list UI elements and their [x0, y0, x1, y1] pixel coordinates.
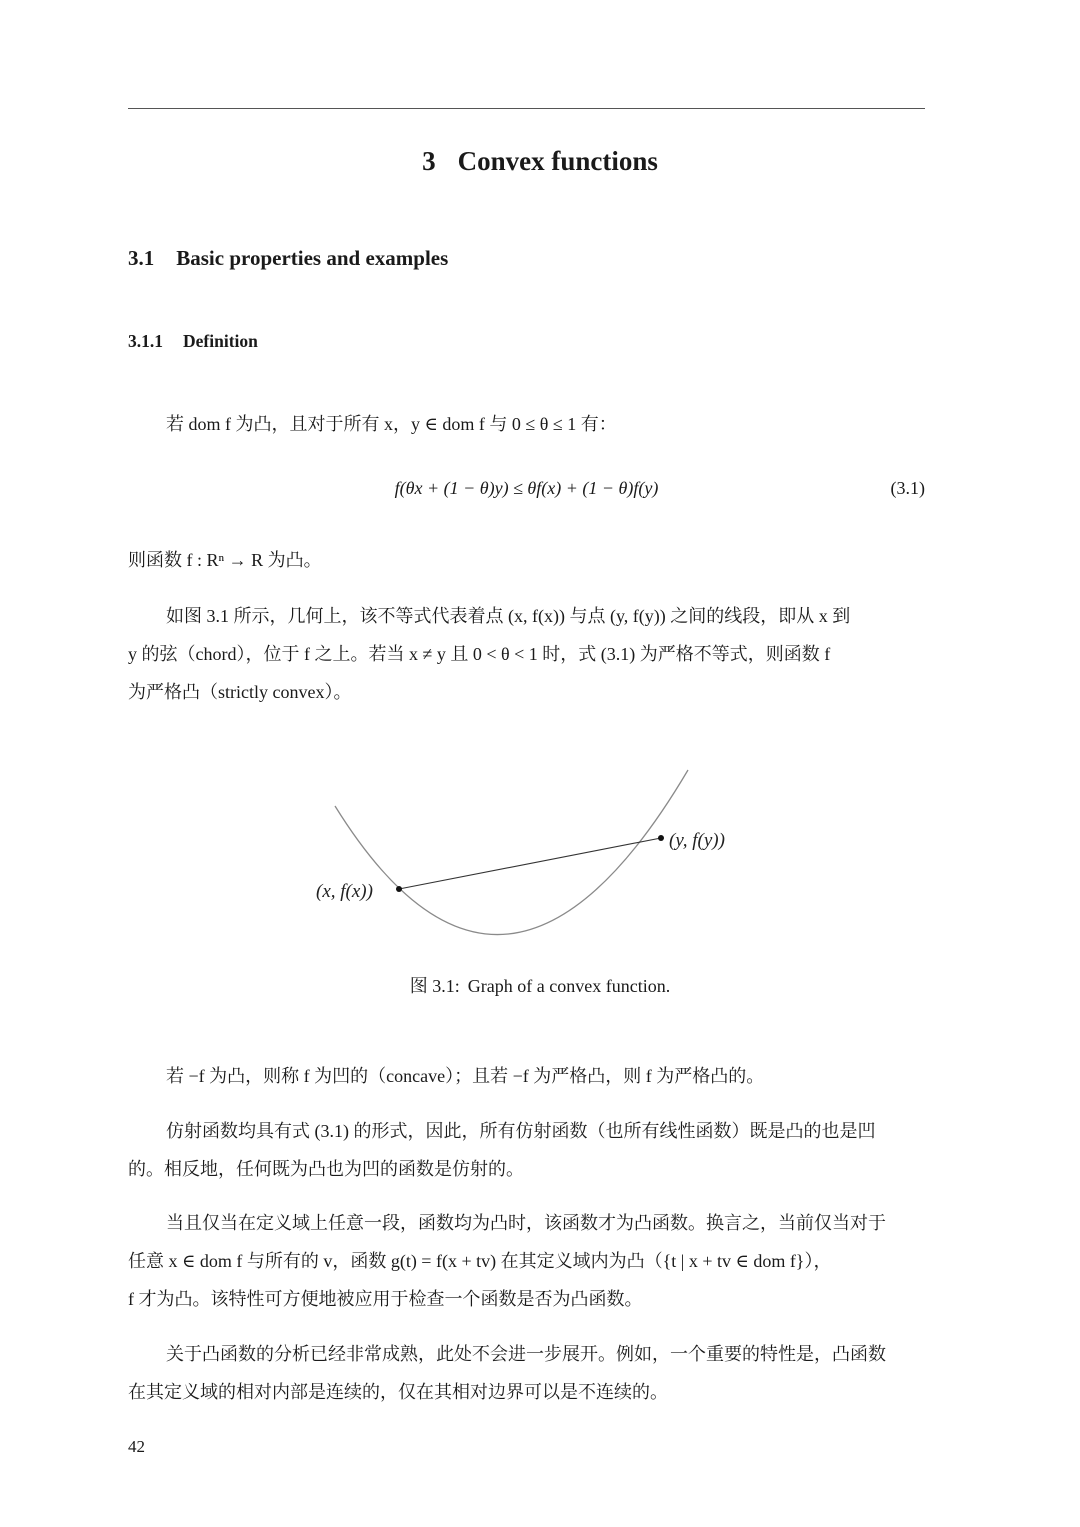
- subsection-title: Definition: [183, 331, 258, 351]
- convex-curve: [335, 770, 688, 935]
- caption-text: Graph of a convex function.: [467, 976, 671, 996]
- point-y: [658, 835, 664, 841]
- paragraph-line: 若 −f 为凸，则称 f 为凹的（concave）；且若 −f 为严格凸，则 f 为严格凸的。: [166, 1066, 765, 1086]
- paragraph-line: 任意 x ∈ dom f 与所有的 v，函数 g(t) = f(x + tv) 在其定义域内为凸（{t | x + tv ∈ dom f}），: [128, 1251, 832, 1271]
- paragraph-line: 则函数 f : Rⁿ → R 为凸。: [128, 550, 322, 570]
- paragraph-line: f 才为凸。该特性可方便地被应用于检查一个函数是否为凸函数。: [128, 1289, 643, 1309]
- subsection-number: 3.1.1: [128, 331, 163, 351]
- paragraph-line: 为严格凸（strictly convex）。: [128, 682, 352, 702]
- paragraph-line: 当且仅当在定义域上任意一段，函数均为凸时，该函数才为凸函数。换言之，当前仅当对于: [166, 1213, 886, 1233]
- chapter-title: Convex functions: [457, 146, 658, 176]
- paragraph-line: 如图 3.1 所示，几何上，该不等式代表着点 (x, f(x)) 与点 (y, f(y)) 之间的线段，即从 x 到: [166, 606, 851, 626]
- paragraph-line: 在其定义域的相对内部是连续的，仅在其相对边界可以是不连续的。: [128, 1382, 668, 1402]
- paragraph-line: 的。相反地，任何既为凸也为凹的函数是仿射的。: [128, 1159, 524, 1179]
- paragraph-line: 关于凸函数的分析已经非常成熟，此处不会进一步展开。例如，一个重要的特性是，凸函数: [166, 1344, 886, 1364]
- equation-tag: (3.1): [890, 478, 925, 498]
- paragraph-restriction: [128, 1204, 886, 1318]
- point-x: [396, 886, 402, 892]
- paragraph-affine: [128, 1112, 875, 1188]
- point-x-label: (x, f(x)): [316, 881, 373, 902]
- paragraph-line: 仿射函数均具有式 (3.1) 的形式，因此，所有仿射函数（也所有线性函数）既是凸的也是凹: [166, 1121, 876, 1141]
- caption-label: 图 3.1:: [409, 976, 460, 996]
- chapter-number: 3: [422, 146, 436, 176]
- paragraph-line: y 的弦（chord），位于 f 之上。若当 x ≠ y 且 0 < θ < 1 时，式 (3.1) 为严格不等式，则函数 f: [128, 644, 831, 664]
- section-title: Basic properties and examples: [176, 246, 449, 270]
- point-y-label: (y, f(y)): [669, 830, 725, 851]
- paragraph-line: 若 dom f 为凸，且对于所有 x，y ∈ dom f 与 0 ≤ θ ≤ 1 有：: [166, 414, 617, 434]
- figure-caption: [0, 972, 1080, 998]
- page-number: 42: [128, 1437, 145, 1456]
- paragraph-continuity: [128, 1335, 886, 1411]
- paragraph-concave: [166, 1057, 764, 1095]
- section-number: 3.1: [128, 246, 155, 270]
- equation-body: f(θx + (1 − θ)y) ≤ θf(x) + (1 − θ)f(y): [394, 478, 659, 498]
